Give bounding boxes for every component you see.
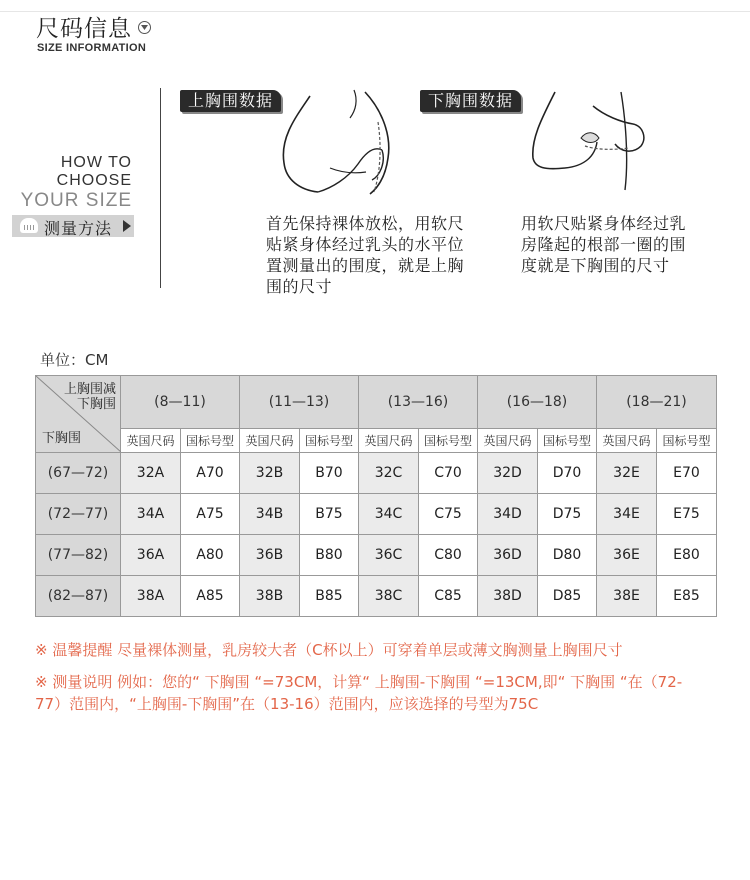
table-cell: 34E — [597, 494, 657, 535]
group-header: (16—18) — [478, 376, 597, 429]
unit-label: 单位：CM — [40, 351, 109, 369]
table-cell: 36B — [240, 535, 300, 576]
page-subtitle: SIZE INFORMATION — [37, 42, 147, 54]
table-cell: C85 — [419, 576, 478, 617]
measurement-example: ※ 测量说明 例如：您的“ 下胸围 “=73CM，计算“ 上胸围-下胸围 “=13CM,即“ 下胸围 “在（72-77）范围内，“上胸围-下胸围”在（13-16）范围内，应该选择的号型为75C — [35, 673, 683, 713]
table-cell: C80 — [419, 535, 478, 576]
table-cell: 36A — [121, 535, 181, 576]
measure-method-label: 测量方法 — [44, 219, 113, 238]
table-cell: 32A — [121, 453, 181, 494]
sub-header: 国标号型 — [538, 428, 597, 452]
sub-header: 国标号型 — [300, 428, 359, 452]
table-cell: 38B — [240, 576, 300, 617]
table-corner — [36, 376, 121, 453]
table-cell: 36D — [478, 535, 538, 576]
table-cell: 34D — [478, 494, 538, 535]
table-cell: D85 — [538, 576, 597, 617]
corner-top-label: 上胸围减 下胸围 — [63, 382, 116, 412]
howto-line-2: CHOOSE — [56, 172, 132, 189]
table-cell: 34B — [240, 494, 300, 535]
table-row — [36, 453, 717, 494]
group-header: (13—16) — [359, 376, 478, 429]
table-cell: B85 — [300, 576, 359, 617]
table-cell: D80 — [538, 535, 597, 576]
table-cell: 38A — [121, 576, 181, 617]
group-header: (11—13) — [240, 376, 359, 429]
table-cell: A70 — [181, 453, 240, 494]
lower-bust-description: 用软尺贴紧身体经过乳房隆起的根部一圈的围度就是下胸围的尺寸 — [521, 214, 687, 275]
group-header: (18—21) — [597, 376, 717, 429]
table-cell: B70 — [300, 453, 359, 494]
sub-header: 英国尺码 — [240, 428, 300, 452]
section-divider — [160, 88, 161, 288]
upper-bust-description: 首先保持裸体放松，用软尺贴紧身体经过乳头的水平位置测量出的围度，就是上胸围的尺寸 — [266, 214, 465, 296]
row-label: (72—77) — [36, 494, 121, 535]
table-cell: C70 — [419, 453, 478, 494]
sub-header: 国标号型 — [419, 428, 478, 452]
table-cell: B75 — [300, 494, 359, 535]
lower-bust-badge: 下胸围数据 — [420, 90, 521, 112]
sub-header: 英国尺码 — [478, 428, 538, 452]
sub-header: 英国尺码 — [597, 428, 657, 452]
table-cell: A75 — [181, 494, 240, 535]
table-cell: A85 — [181, 576, 240, 617]
table-row — [36, 576, 717, 617]
group-header: (8—11) — [121, 376, 240, 429]
table-cell: C75 — [419, 494, 478, 535]
play-arrow-icon — [123, 220, 131, 232]
upper-bust-illustration — [270, 88, 420, 198]
sub-header: 英国尺码 — [359, 428, 419, 452]
table-cell: A80 — [181, 535, 240, 576]
tape-measure-icon — [20, 218, 38, 233]
size-table — [35, 375, 717, 617]
table-cell: E80 — [657, 535, 717, 576]
table-cell: 36C — [359, 535, 419, 576]
table-row — [36, 494, 717, 535]
table-cell: 32B — [240, 453, 300, 494]
table-cell: B80 — [300, 535, 359, 576]
table-cell: 36E — [597, 535, 657, 576]
sub-header: 国标号型 — [657, 428, 717, 452]
row-label: (77—82) — [36, 535, 121, 576]
corner-bottom-label: 下胸围 — [42, 431, 82, 446]
sub-header: 英国尺码 — [121, 428, 181, 452]
row-label: (82—87) — [36, 576, 121, 617]
lower-bust-illustration — [525, 86, 655, 196]
chevron-down-icon — [138, 21, 151, 34]
table-cell: 38D — [478, 576, 538, 617]
measurement-tip: ※ 温馨提醒 尽量裸体测量，乳房较大者（C杯以上）可穿着单层或薄文胸测量上胸围尺寸 — [35, 641, 623, 659]
howto-line-1: HOW TO — [60, 154, 132, 171]
measure-method-tab[interactable] — [12, 215, 134, 237]
table-cell: 32C — [359, 453, 419, 494]
table-cell: D70 — [538, 453, 597, 494]
table-row — [36, 535, 717, 576]
table-cell: E75 — [657, 494, 717, 535]
table-cell: 32E — [597, 453, 657, 494]
sub-header: 国标号型 — [181, 428, 240, 452]
table-cell: 34A — [121, 494, 181, 535]
row-label: (67—72) — [36, 453, 121, 494]
table-cell: 32D — [478, 453, 538, 494]
upper-bust-badge: 上胸围数据 — [180, 90, 281, 112]
table-cell: 38C — [359, 576, 419, 617]
table-cell: D75 — [538, 494, 597, 535]
table-cell: 34C — [359, 494, 419, 535]
table-cell: 38E — [597, 576, 657, 617]
howto-line-3: YOUR SIZE — [20, 190, 132, 211]
page-title: 尺码信息 — [36, 16, 132, 42]
table-cell: E70 — [657, 453, 717, 494]
table-cell: E85 — [657, 576, 717, 617]
